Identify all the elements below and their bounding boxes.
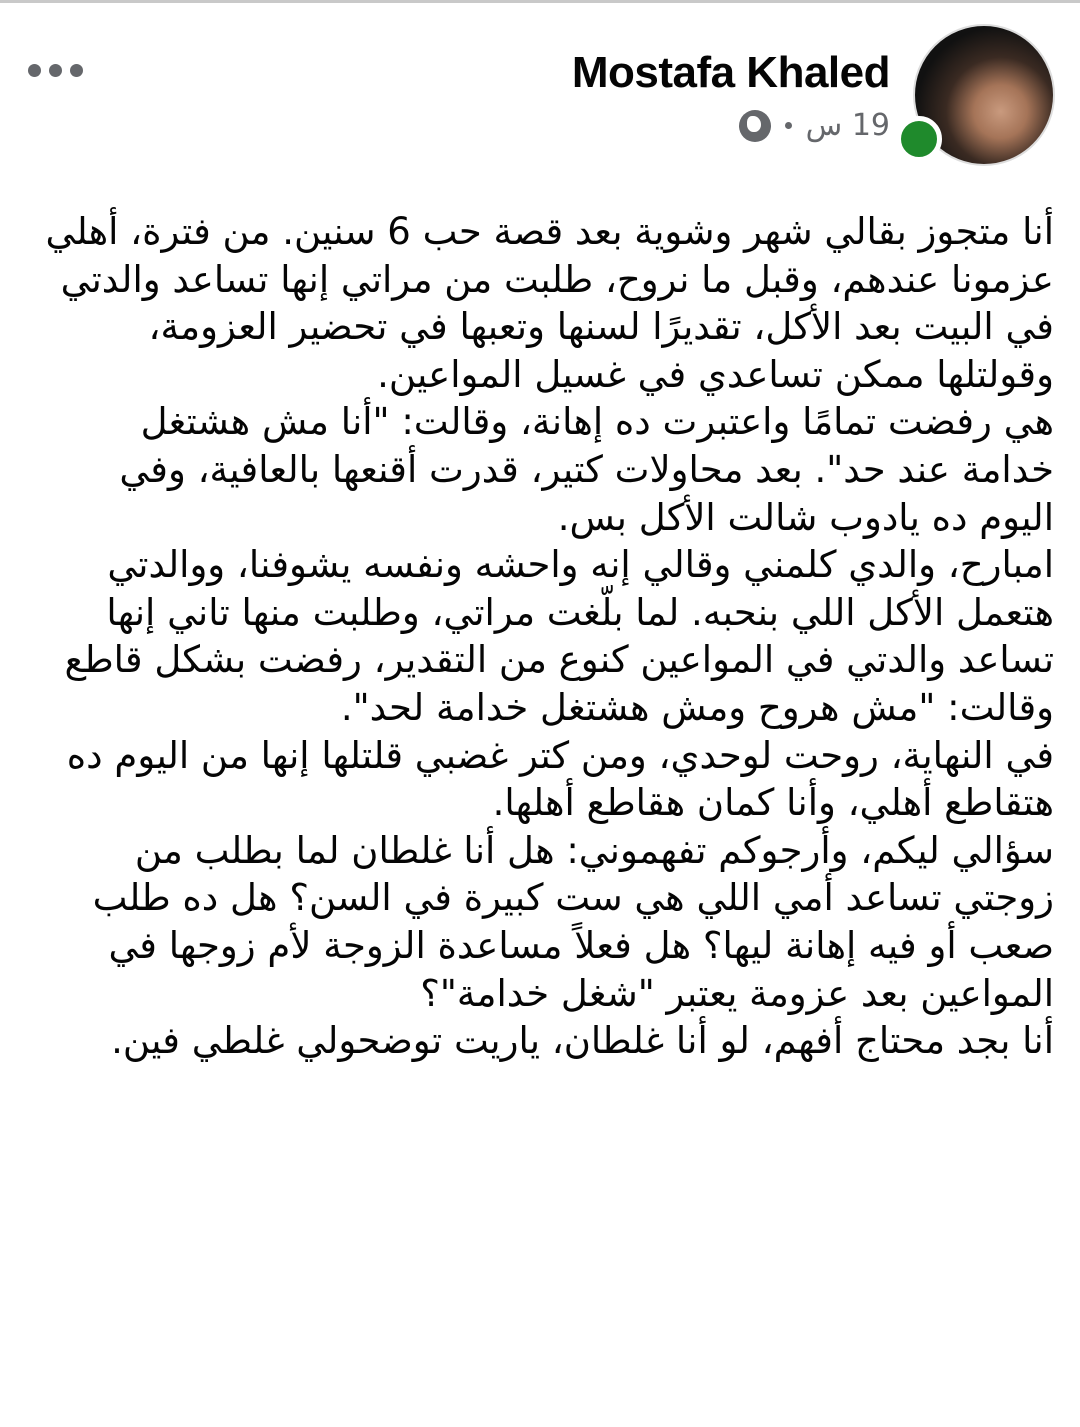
post-paragraph: هي رفضت تمامًا واعتبرت ده إهانة، وقالت: "أنا مش هشتغل خدامة عند حد". بعد محاولات كتير، قدرت أقنعها بالعافية، وفي اليوم ده يادوب شالت الأكل بس. — [119, 400, 1054, 539]
more-options-icon — [70, 64, 83, 77]
separator-dot — [785, 122, 792, 129]
post-meta — [739, 108, 890, 143]
more-options-icon — [28, 64, 41, 77]
post-paragraph: أنا متجوز بقالي شهر وشوية بعد قصة حب 6 سنين. من فترة، أهلي عزمونا عندهم، وقبل ما نروح، طلبت من مراتي إنها تساعد والدتي في البيت بعد الأكل، تقديرًا لسنها وتعبها في تحضير العزومة، وقولتلها ممكن تساعدي في غسيل المواعين. — [45, 210, 1054, 396]
post-paragraph: في النهاية، روحت لوحدي، ومن كتر غضبي قلتلها إنها من اليوم ده هتقاطع أهلي، وأنا كمان هقاطع أهلها. — [66, 733, 1054, 825]
globe-icon[interactable] — [739, 110, 771, 142]
post-paragraph: سؤالي ليكم، وأرجوكم تفهموني: هل أنا غلطان لما بطلب من زوجتي تساعد أمي اللي هي ست كبيرة في السن؟ هل ده طلب صعب أو فيه إهانة ليها؟ هل فعلاً مساعدة الزوجة لأم زوجها في المواعين بعد عزومة يعتبر "شغل خدامة"؟ — [92, 828, 1054, 1015]
online-status-indicator — [896, 116, 942, 162]
author-name[interactable]: Mostafa Khaled — [571, 48, 890, 97]
more-options-button[interactable] — [28, 64, 83, 77]
more-options-icon — [49, 64, 62, 77]
top-divider — [0, 0, 1080, 3]
post-paragraph: أنا بجد محتاج أفهم، لو أنا غلطان، ياريت توضحولي غلطي فين. — [111, 1019, 1054, 1063]
post-time[interactable]: 19 س — [805, 108, 890, 143]
post-paragraph: امبارح، والدي كلمني وقالي إنه واحشه ونفسه يشوفنا، ووالدتي هتعمل الأكل اللي بنحبه. لما بلّغت مراتي، وطلبت منها تاني إنها تساعد والدتي في المواعين كنوع من التقدير، رفضت بشكل قاطع وقالت: "مش هروح ومش هشتغل خدامة لحد". — [64, 543, 1054, 729]
post-body — [40, 208, 1054, 1065]
